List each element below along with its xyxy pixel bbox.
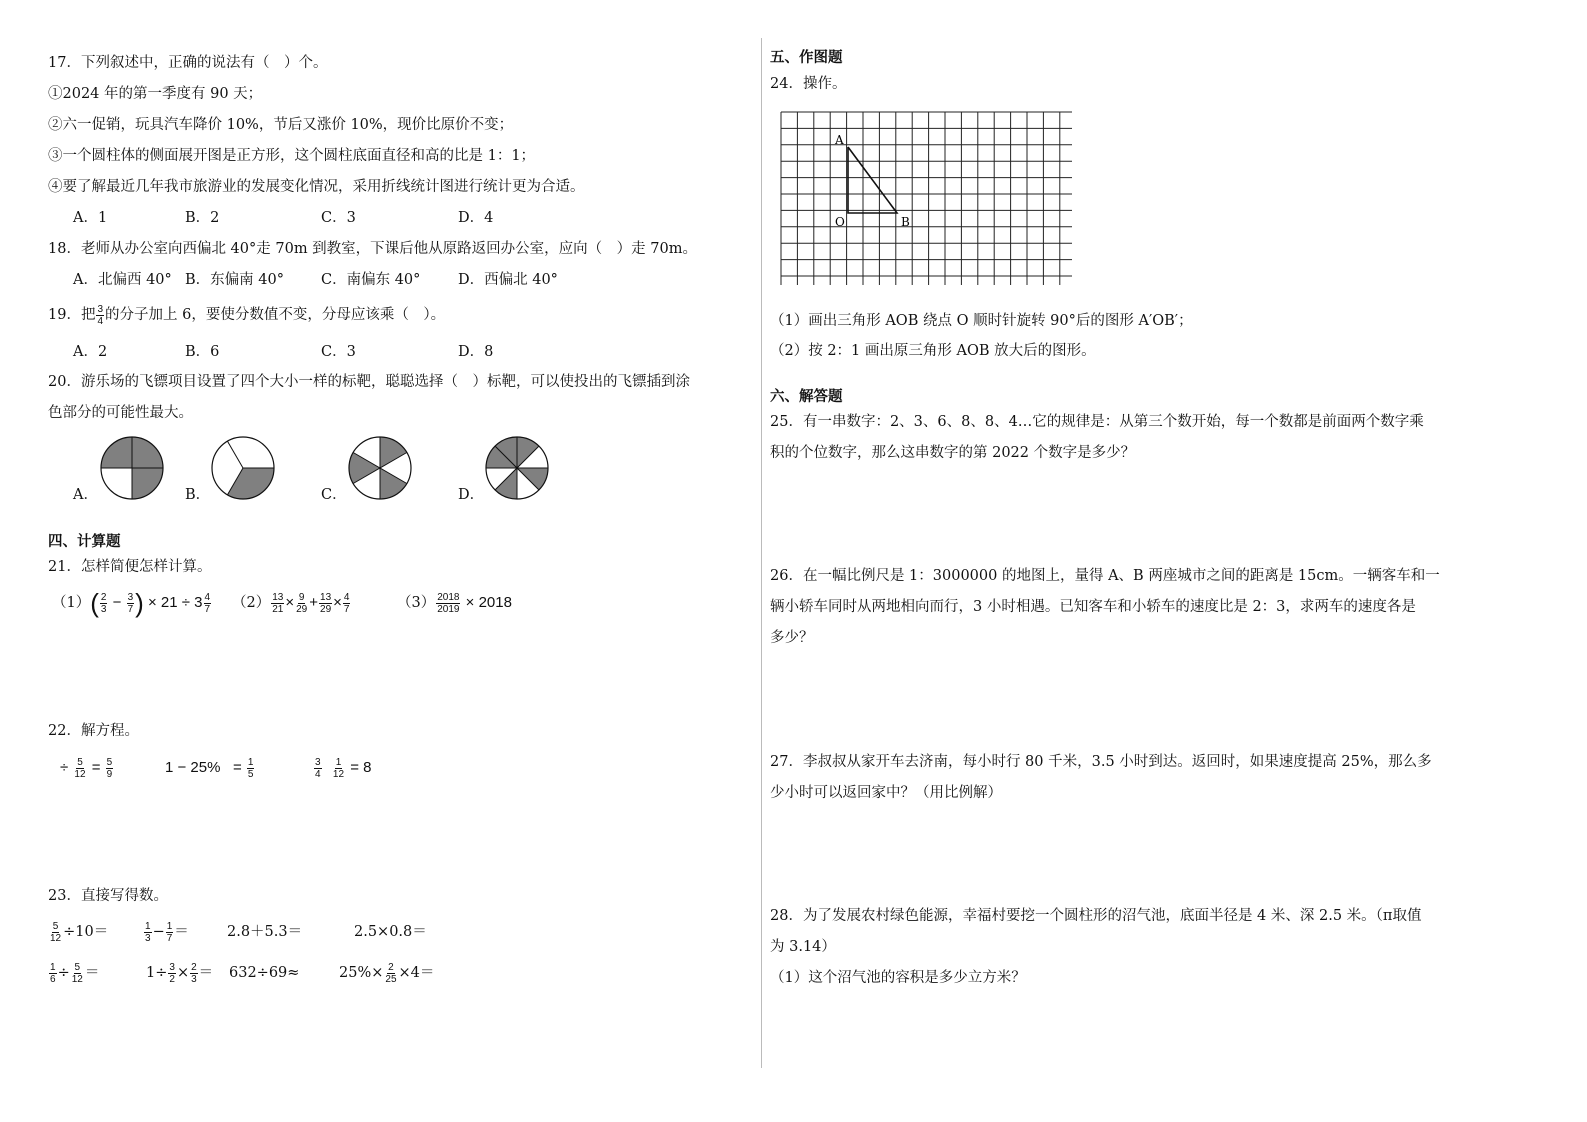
q23-r1-b-num1: 1 (145, 920, 151, 932)
q21-p3-rest: × 2018 (465, 594, 512, 611)
q23-r2-b[interactable] (146, 959, 213, 987)
target-d-sector-1 (517, 437, 539, 468)
q22-e3-f-den: 4 (315, 768, 321, 780)
q23-r2-a[interactable] (48, 959, 99, 987)
q21-p1-minus: − (112, 594, 122, 611)
q23-r2-b-op: × (176, 965, 190, 981)
q20-label-d[interactable]: D． (458, 487, 485, 503)
q27-line-1: 27．李叔叔从家开车去济南，每小时行 80 千米，3.5 小时到达。返回时，如果速度提高 25%，那么多 (770, 754, 1432, 770)
q23-r2-d-rest: ×4＝ (398, 965, 435, 981)
q22-e2-eq: = (232, 759, 242, 776)
q22-equation-3[interactable] (313, 753, 371, 783)
q21-part-2 (232, 588, 351, 618)
q21-p2-op2: + (309, 594, 319, 611)
q22-e2-r-den: 5 (247, 768, 254, 780)
q18-option-d[interactable]: D．西偏北 40° (458, 272, 558, 288)
q22-e1-f-den: 12 (74, 768, 86, 780)
q19-option-c[interactable]: C．3 (321, 344, 356, 360)
q23-r2-b-rest: ＝ (198, 965, 214, 981)
q21-p3-f-num: 2018 (437, 591, 460, 603)
q21-p2-f2-num: 9 (298, 591, 305, 603)
q18-option-c[interactable]: C．南偏东 40° (321, 272, 421, 288)
point-o-label: O (835, 215, 845, 229)
point-b-label: B (901, 215, 910, 229)
q21-p2-f4-num: 4 (343, 591, 350, 603)
section-6-title: 六、解答题 (770, 388, 843, 405)
q28-line-2: 为 3.14） (770, 939, 836, 955)
q22-e1-eq: = (91, 759, 101, 776)
q23-r1-c[interactable]: 2.8＋5.3＝ (227, 924, 303, 940)
target-c-sector-3 (380, 468, 407, 499)
q21-p2-f3-num: 13 (320, 591, 332, 603)
q23-r2-a-op: ÷ (57, 965, 70, 981)
q21-p3-label: （3） (397, 595, 436, 611)
q21-p1-label: （1） (52, 595, 91, 611)
q20-label-c[interactable]: C． (321, 487, 347, 503)
q25-line-2: 积的个位数字，那么这串数字的第 2022 个数字是多少？ (770, 445, 1136, 461)
q23-r1-b-rest: ＝ (174, 924, 189, 940)
q23-r2-d-num: 2 (388, 961, 394, 973)
q20-line-2: 色部分的可能性最大。 (48, 405, 193, 421)
q19-option-a[interactable]: A．2 (73, 344, 108, 360)
q26-line-1: 26．在一幅比例尺是 1：3000000 的地图上，量得 A、B 两座城市之间的距离是 15cm。一辆客车和一 (770, 568, 1440, 584)
q19-option-d[interactable]: D．8 (458, 344, 494, 360)
q22-e3-g-den: 12 (332, 768, 345, 780)
q23-r2-b-num2: 2 (191, 961, 197, 973)
q27-line-2: 少小时可以返回家中？（用比例解） (770, 785, 1002, 801)
q22-equation-1[interactable] (60, 753, 114, 783)
q25-line-1: 25．有一串数字：2、3、6、8、8、4…它的规律是：从第三个数开始，每一个数都是前面两个数字乘 (770, 414, 1424, 430)
q23-r2-b-den1: 2 (169, 973, 175, 985)
q20-line-1: 20．游乐场的飞镖项目设置了四个大小一样的标靶，聪聪选择（ ）标靶，可以使投出的飞镖插到涂 (48, 374, 690, 390)
q23-r2-a-den1: 6 (50, 973, 56, 985)
q21-p1-f2-den: 7 (127, 603, 134, 615)
q23-stem: 23．直接写得数。 (48, 888, 168, 904)
q23-r2-d-pre: 25%× (339, 965, 384, 981)
q22-e2-pre: 1 − 25% (165, 759, 221, 776)
q17-stem: 17．下列叙述中，正确的说法有（ ）个。 (48, 55, 328, 71)
q19-frac-den: 4 (97, 315, 104, 327)
target-d-sector-3 (517, 468, 548, 490)
q22-equation-2[interactable] (165, 753, 255, 783)
q26-line-3: 多少？ (770, 630, 814, 646)
q21-p2-f2-den: 29 (296, 603, 308, 615)
q23-r2-c[interactable]: 632÷69≈ (229, 965, 300, 981)
q21-p1-rest: × 21 ÷ 3 (147, 594, 203, 611)
q22-e1-pre: ÷ (60, 759, 69, 776)
q22-e3-f-num: 3 (315, 756, 321, 768)
q24-stem: 24．操作。 (770, 76, 847, 92)
q23-r1-b-den2: 7 (166, 932, 173, 944)
q22-stem: 22．解方程。 (48, 723, 139, 739)
q23-r1-a-num: 5 (52, 920, 59, 932)
q23-r1-a-rest: ÷10＝ (63, 924, 109, 940)
q20-label-a[interactable]: A． (73, 487, 98, 503)
q17-option-c[interactable]: C．3 (321, 210, 356, 226)
q17-statement-4: ④要了解最近几年我市旅游业的发展变化情况，采用折线统计图进行统计更为合适。 (48, 179, 585, 195)
q24-part-1: （1）画出三角形 AOB 绕点 O 顺时针旋转 90°后的图形 A′OB′； (770, 313, 1193, 329)
q17-option-d[interactable]: D．4 (458, 210, 494, 226)
column-divider (761, 38, 762, 1068)
q22-e1-r-den: 9 (106, 768, 113, 780)
q21-p1-f1-den: 3 (100, 603, 107, 615)
q23-r2-a-num2: 5 (74, 961, 81, 973)
q17-statement-3: ③一个圆柱体的侧面展开图是正方形，这个圆柱底面直径和高的比是 1：1； (48, 148, 536, 164)
q21-stem: 21．怎样简便怎样计算。 (48, 559, 212, 575)
q20-target-b[interactable] (210, 435, 276, 501)
q21-part-3 (397, 588, 512, 618)
q22-e1-r-num: 5 (106, 756, 113, 768)
q23-r2-d[interactable] (339, 959, 434, 987)
target-d-sector-5 (495, 468, 517, 499)
q21-p3-f-den: 2019 (437, 603, 460, 615)
q23-r1-d[interactable]: 2.5×0.8＝ (354, 924, 427, 940)
q24-part-2: （2）按 2：1 画出原三角形 AOB 放大后的图形。 (770, 343, 1096, 359)
q23-r1-b-den1: 3 (145, 932, 151, 944)
q17-statement-2: ②六一促销，玩具汽车降价 10%，节后又涨价 10%，现价比原价不变； (48, 117, 514, 133)
q19-suffix: 的分子加上 6，要使分数值不变，分母应该乘（ ）。 (105, 307, 446, 323)
q21-p2-f1-den: 21 (272, 603, 284, 615)
section-5-title: 五、作图题 (770, 49, 843, 66)
q23-r2-a-den2: 12 (71, 973, 83, 985)
q19-option-b[interactable]: B．6 (185, 344, 220, 360)
q23-r1-b-op: − (152, 924, 165, 940)
q21-p1-f2-num: 3 (127, 591, 134, 603)
point-a-label: A (835, 133, 844, 147)
target-c-sector-1 (380, 437, 407, 468)
q20-target-d[interactable] (484, 435, 550, 501)
q23-r1-b-num2: 1 (166, 920, 173, 932)
q20-target-c[interactable] (347, 435, 413, 501)
q18-option-a[interactable]: A．北偏西 40° (73, 272, 172, 288)
q23-r2-b-pre: 1÷ (146, 965, 168, 981)
q22-e3-g-num: 1 (335, 756, 342, 768)
q21-p1-f1-num: 2 (100, 591, 107, 603)
q20-label-b[interactable]: B． (185, 487, 211, 503)
q28-part-1: （1）这个沼气池的容积是多少立方米？ (770, 970, 1026, 986)
q21-p2-op3: × (333, 594, 342, 611)
q22-e2-r-num: 1 (247, 756, 254, 768)
q21-p1-mix-den: 7 (204, 603, 211, 615)
q18-option-b[interactable]: B．东偏南 40° (185, 272, 284, 288)
q19-stem (48, 302, 445, 328)
q21-p2-f1-num: 13 (272, 591, 284, 603)
q28-line-1: 28．为了发展农村绿色能源，幸福村要挖一个圆柱形的沼气池，底面半径是 4 米、深 2.5 米。（π取值 (770, 908, 1422, 924)
q19-fraction (96, 304, 104, 327)
q19-frac-num: 3 (97, 303, 104, 315)
q21-p2-f4-den: 7 (343, 603, 350, 615)
q23-r1-a[interactable] (48, 918, 108, 946)
q19-prefix: 19．把 (48, 307, 96, 323)
q26-line-2: 辆小轿车同时从两地相向而行，3 小时相遇。已知客车和小轿车的速度比是 2：3，求两车的速度各是 (770, 599, 1416, 615)
q24-grid[interactable] (780, 111, 1072, 285)
q18-stem: 18．老师从办公室向西偏北 40°走 70m 到教室，下课后他从原路返回办公室，应向（ ）走 70m。 (48, 241, 697, 257)
q23-r2-b-num1: 3 (169, 961, 175, 973)
q20-target-a[interactable] (99, 435, 165, 501)
q23-r2-a-rest: ＝ (84, 965, 100, 981)
q23-r1-a-den: 12 (50, 932, 62, 944)
q23-r1-b[interactable] (143, 918, 189, 946)
q21-part-1: （1）( $\frac{2}{3}$ − $\frac{3}{7}$ ) × 21 ÷ 3 $\frac{4}{7}$ (52, 588, 211, 619)
q21-p2-f3-den: 29 (320, 603, 332, 615)
q23-r2-b-den2: 3 (191, 973, 197, 985)
triangle-aob (848, 147, 897, 213)
target-c-sector-5 (349, 453, 380, 484)
q17-statement-1: ①2024 年的第一季度有 90 天； (48, 86, 263, 102)
q21-p2-label: （2） (232, 595, 271, 611)
q22-e1-f-num: 5 (77, 756, 83, 768)
q21-p2-op1: × (285, 594, 295, 611)
section-4-title: 四、计算题 (48, 533, 121, 550)
q22-e3-rest: = 8 (350, 759, 372, 776)
q17-option-b[interactable]: B．2 (185, 210, 220, 226)
q23-r2-a-num1: 1 (50, 961, 56, 973)
q23-r2-d-den: 25 (385, 973, 397, 985)
q21-p1-mix-num: 4 (204, 591, 211, 603)
q17-option-a[interactable]: A．1 (73, 210, 108, 226)
